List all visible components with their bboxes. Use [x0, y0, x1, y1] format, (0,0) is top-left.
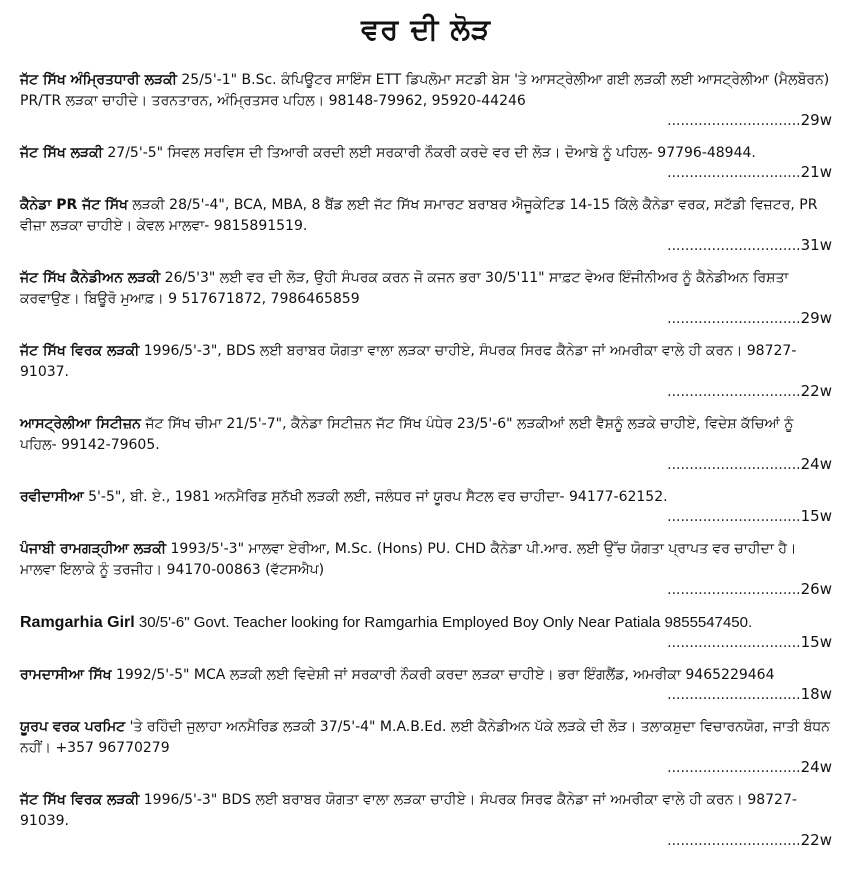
ad-footer [20, 506, 832, 527]
ad-body: 26/5'3" ਲਈ ਵਰ ਦੀ ਲੋੜ, ਉਹੀ ਸੰਪਰਕ ਕਰਨ ਜੋ ਕਜਨ ਭਰਾ 30/5'11" ਸਾਫ਼ਟ ਵੇਅਰ ਇੰਜੀਨੀਅਰ ਨੂੰ ਕੈਨੇਡੀਅਨ ਰਿਸ਼ਤਾ ਕਰਵਾਉਣ। ਬਿਊਰੋ ਮੁਆਫ਼। 9 517671872, 7986465859 [20, 270, 789, 307]
ad-code: 31w [800, 236, 832, 254]
ad-heading: ਜੱਟ ਸਿੱਖ ਕੈਨੇਡੀਅਨ ਲੜਕੀ [20, 270, 161, 286]
ad-body: 5'-5", ਬੀ. ਏ., 1981 ਅਨਮੈਰਿਡ ਸੁਨੱਖੀ ਲੜਕੀ ਲਈ, ਜਲੰਧਰ ਜਾਂ ਯੂਰਪ ਸੈਟਲ ਵਰ ਚਾਹੀਦਾ- 94177-62152. [83, 489, 668, 505]
classified-ad [20, 790, 832, 851]
ad-text [20, 539, 832, 581]
dot-leader: .............................. [667, 582, 801, 598]
classified-ad [20, 487, 832, 527]
ad-text [20, 268, 832, 310]
dot-leader: .............................. [667, 238, 801, 254]
ad-heading: ਆਸਟ੍ਰੇਲੀਆ ਸਿਟੀਜ਼ਨ [20, 416, 141, 432]
ad-code: 26w [800, 580, 832, 598]
ad-footer [20, 579, 832, 600]
ad-heading: ਯੂਰਪ ਵਰਕ ਪਰਮਿਟ [20, 719, 126, 735]
ad-footer [20, 308, 832, 329]
ad-text [20, 195, 832, 237]
ad-text [20, 70, 832, 112]
classified-ad [20, 665, 832, 705]
classified-ad [20, 70, 832, 131]
ad-text [20, 414, 832, 456]
ad-code: 29w [800, 309, 832, 327]
dot-leader: .............................. [667, 760, 801, 776]
ad-code: 22w [800, 382, 832, 400]
dot-leader: .............................. [667, 384, 801, 400]
classified-ad [20, 268, 832, 329]
ad-text [20, 612, 832, 634]
ad-body: 1993/5'-3" ਮਾਲਵਾ ਏਰੀਆ, M.Sc. (Hons) PU. CHD ਕੈਨੇਡਾ ਪੀ.ਆਰ. ਲਈ ਉੱਚ ਯੋਗਤਾ ਪ੍ਰਾਪਤ ਵਰ ਚਾਹੀਦਾ ਹੈ। ਮਾਲਵਾ ਇਲਾਕੇ ਨੂੰ ਤਰਜੀਹ। 94170-00863 (ਵੱਟਸਐਪ) [20, 541, 797, 578]
ad-code: 21w [800, 163, 832, 181]
ad-body: 1996/5'-3" BDS ਲਈ ਬਰਾਬਰ ਯੋਗਤਾ ਵਾਲਾ ਲੜਕਾ ਚਾਹੀਏ। ਸੰਪਰਕ ਸਿਰਫ ਕੈਨੇਡਾ ਜਾਂ ਅਮਰੀਕਾ ਵਾਲੇ ਹੀ ਕਰਨ। 98727-91039. [20, 792, 797, 829]
ad-code: 15w [800, 633, 832, 651]
ad-footer [20, 381, 832, 402]
ad-text [20, 790, 832, 832]
ad-body: 27/5'-5" ਸਿਵਲ ਸਰਵਿਸ ਦੀ ਤਿਆਰੀ ਕਰਦੀ ਲਈ ਸਰਕਾਰੀ ਨੌਕਰੀ ਕਰਦੇ ਵਰ ਦੀ ਲੋੜ। ਦੋਆਬੇ ਨੂੰ ਪਹਿਲ- 97796-48944. [102, 145, 756, 161]
classified-ad [20, 539, 832, 600]
ad-heading: ਜੱਟ ਸਿੱਖ ਵਿਰਕ ਲੜਕੀ [20, 343, 140, 359]
ads-list [20, 70, 832, 851]
classified-ad [20, 612, 832, 653]
ad-heading: ਜੱਟ ਸਿੱਖ ਵਿਰਕ ਲੜਕੀ [20, 792, 140, 808]
ad-heading: ਰਵੀਦਾਸੀਆ [20, 489, 84, 505]
ad-footer [20, 454, 832, 475]
ad-footer [20, 632, 832, 653]
ad-heading: ਰਾਮਦਾਸੀਆ ਸਿੱਖ [20, 667, 112, 683]
page-title: ਵਰ ਦੀ ਲੋੜ [361, 12, 491, 46]
ad-heading: ਪੰਜਾਬੀ ਰਾਮਗੜ੍ਹੀਆ ਲੜਕੀ [20, 541, 167, 557]
classified-ad [20, 341, 832, 402]
ad-footer [20, 235, 832, 256]
ad-text [20, 143, 832, 164]
dot-leader: .............................. [667, 457, 801, 473]
classified-ad [20, 414, 832, 475]
ad-body: 30/5'-6" Govt. Teacher looking for Ramgarhia Employed Boy Only Near Patiala 9855547450. [134, 614, 753, 631]
ad-text [20, 487, 832, 508]
classified-ad [20, 195, 832, 256]
ad-footer [20, 830, 832, 851]
ad-heading: Ramgarhia Girl [20, 614, 135, 631]
dot-leader: .............................. [667, 165, 801, 181]
ad-heading: ਕੈਨੇਡਾ PR ਜੱਟ ਸਿੱਖ [20, 197, 128, 213]
ad-footer [20, 110, 832, 131]
ad-code: 22w [800, 831, 832, 849]
ad-text [20, 341, 832, 383]
dot-leader: .............................. [667, 635, 801, 651]
ad-code: 24w [800, 758, 832, 776]
ad-code: 29w [800, 111, 832, 129]
dot-leader: .............................. [667, 113, 801, 129]
classified-ad [20, 717, 832, 778]
ad-body: 25/5'-1" B.Sc. ਕੰਪਿਊਟਰ ਸਾਇੰਸ ETT ਡਿਪਲੋਮਾ ਸਟਡੀ ਬੇਸ 'ਤੇ ਆਸਟ੍ਰੇਲੀਆ ਗਈ ਲੜਕੀ ਲਈ ਆਸਟ੍ਰੇਲੀਆ (ਮੈਲਬੋਰਨ) PR/TR ਲੜਕਾ ਚਾਹੀਦੇ। ਤਰਨਤਾਰਨ, ਅੰਮ੍ਰਿਤਸਰ ਪਹਿਲ। 98148-79962, 95920-44246 [20, 72, 830, 109]
ad-footer [20, 684, 832, 705]
ad-body: 1992/5'-5" MCA ਲੜਕੀ ਲਈ ਵਿਦੇਸ਼ੀ ਜਾਂ ਸਰਕਾਰੀ ਨੌਕਰੀ ਕਰਦਾ ਲੜਕਾ ਚਾਹੀਏ। ਭਰਾ ਇੰਗਲੈਂਡ, ਅਮਰੀਕਾ 9465229464 [111, 667, 775, 683]
ad-heading: ਜੱਟ ਸਿੱਖ ਲੜਕੀ [20, 145, 103, 161]
ad-body: ਲੜਕੀ 28/5'-4", BCA, MBA, 8 ਬੈਂਡ ਲਈ ਜੱਟ ਸਿੱਖ ਸਮਾਰਟ ਬਰਾਬਰ ਐਜੂਕੇਟਿਡ 14-15 ਕਿੱਲੇ ਕੈਨੇਡਾ ਵਰਕ, ਸਟੱਡੀ ਵਿਜ਼ਟਰ, PR ਵੀਜ਼ਾ ਲੜਕਾ ਚਾਹੀਏ। ਕੇਵਲ ਮਾਲਵਾ- 9815891519. [20, 197, 818, 234]
ad-code: 18w [800, 685, 832, 703]
dot-leader: .............................. [667, 311, 801, 327]
dot-leader: .............................. [667, 687, 801, 703]
ad-code: 15w [800, 507, 832, 525]
ad-text [20, 717, 832, 759]
ad-body: ਜੱਟ ਸਿੱਖ ਚੀਮਾ 21/5'-7", ਕੈਨੇਡਾ ਸਿਟੀਜ਼ਨ ਜੱਟ ਸਿੱਖ ਪੰਧੇਰ 23/5'-6" ਲੜਕੀਆਂ ਲਈ ਵੈਸ਼ਨੂੰ ਲੜਕੇ ਚਾਹੀਏ, ਵਿਦੇਸ਼ ਕੱਚਿਆਂ ਨੂੰ ਪਹਿਲ- 99142-79605. [20, 416, 794, 453]
ad-footer [20, 757, 832, 778]
ad-footer [20, 162, 832, 183]
ad-body: 1996/5'-3", BDS ਲਈ ਬਰਾਬਰ ਯੋਗਤਾ ਵਾਲਾ ਲੜਕਾ ਚਾਹੀਏ, ਸੰਪਰਕ ਸਿਰਫ ਕੈਨੇਡਾ ਜਾਂ ਅਮਰੀਕਾ ਵਾਲੇ ਹੀ ਕਰਨ। 98727-91037. [20, 343, 797, 380]
dot-leader: .............................. [667, 833, 801, 849]
dot-leader: .............................. [667, 509, 801, 525]
ad-text [20, 665, 832, 686]
ad-code: 24w [800, 455, 832, 473]
classified-ad [20, 143, 832, 183]
ad-heading: ਜੱਟ ਸਿੱਖ ਅੰਮ੍ਰਿਤਧਾਰੀ ਲੜਕੀ [20, 72, 177, 88]
ad-body: 'ਤੇ ਰਹਿੰਦੀ ਜੁਲਾਹਾ ਅਨਮੈਰਿਡ ਲੜਕੀ 37/5'-4" M.A.B.Ed. ਲਈ ਕੈਨੇਡੀਅਨ ਪੱਕੇ ਲੜਕੇ ਦੀ ਲੋੜ। ਤਲਾਕਸ਼ੁਦਾ ਵਿਚਾਰਨਯੋਗ, ਜਾਤੀ ਬੰਧਨ ਨਹੀਂ। +357 96770279 [20, 719, 830, 756]
